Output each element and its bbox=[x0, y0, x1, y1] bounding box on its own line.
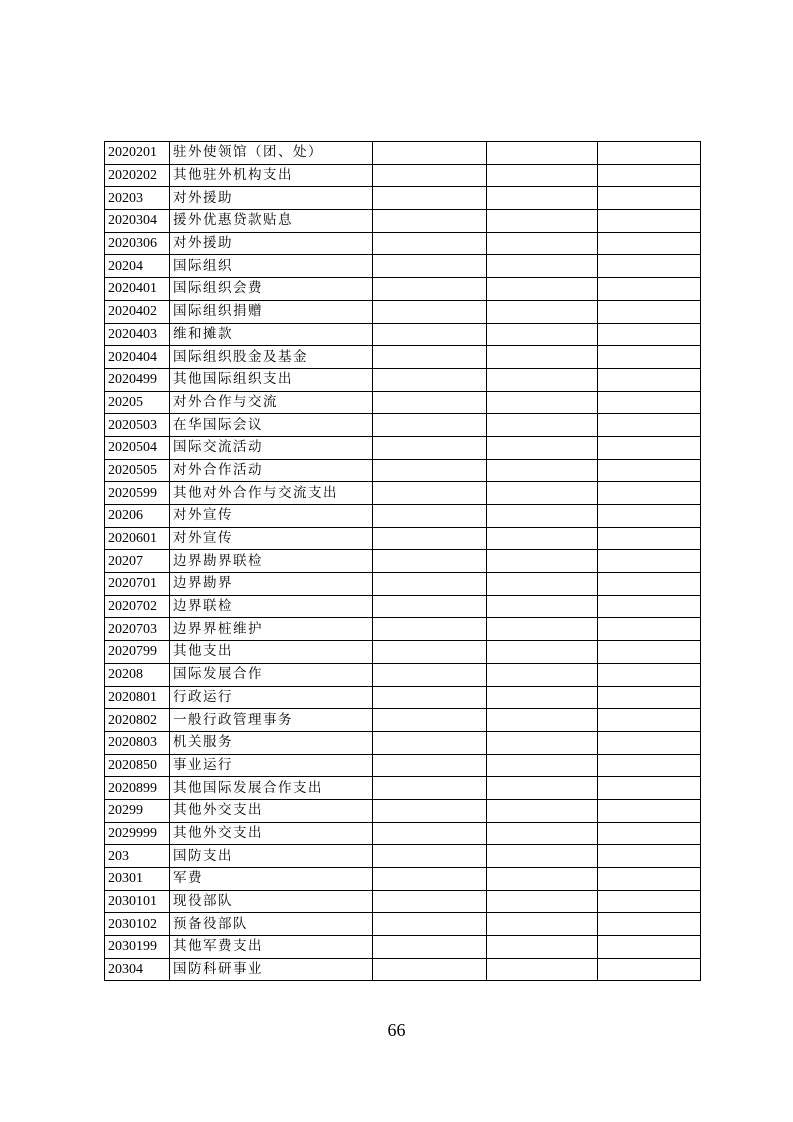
table-row bbox=[105, 799, 701, 822]
subject-code-cell: 2020601 bbox=[105, 527, 170, 550]
table-row bbox=[105, 436, 701, 459]
table-row bbox=[105, 936, 701, 959]
table-row bbox=[105, 164, 701, 187]
value-cell-3 bbox=[598, 731, 701, 754]
table-body bbox=[105, 142, 701, 981]
table-row bbox=[105, 346, 701, 369]
subject-name-cell: 其他对外合作与交流支出 bbox=[170, 482, 373, 505]
table-row bbox=[105, 300, 701, 323]
table-row bbox=[105, 550, 701, 573]
value-cell-1 bbox=[373, 142, 487, 165]
value-cell-1 bbox=[373, 777, 487, 800]
value-cell-1 bbox=[373, 890, 487, 913]
subject-name-cell: 现役部队 bbox=[170, 890, 373, 913]
subject-code-cell: 20205 bbox=[105, 391, 170, 414]
value-cell-2 bbox=[487, 686, 598, 709]
value-cell-2 bbox=[487, 754, 598, 777]
value-cell-1 bbox=[373, 845, 487, 868]
table-row bbox=[105, 868, 701, 891]
subject-name-cell: 对外宣传 bbox=[170, 505, 373, 528]
subject-code-cell: 20301 bbox=[105, 868, 170, 891]
value-cell-3 bbox=[598, 255, 701, 278]
value-cell-3 bbox=[598, 709, 701, 732]
table-row bbox=[105, 142, 701, 165]
table-row bbox=[105, 641, 701, 664]
value-cell-2 bbox=[487, 822, 598, 845]
value-cell-3 bbox=[598, 958, 701, 981]
subject-code-cell: 2020899 bbox=[105, 777, 170, 800]
subject-name-cell: 对外宣传 bbox=[170, 527, 373, 550]
subject-name-cell: 在华国际会议 bbox=[170, 414, 373, 437]
subject-code-cell: 2020702 bbox=[105, 595, 170, 618]
subject-code-cell: 20208 bbox=[105, 663, 170, 686]
subject-name-cell: 国际组织 bbox=[170, 255, 373, 278]
value-cell-2 bbox=[487, 142, 598, 165]
value-cell-3 bbox=[598, 414, 701, 437]
table-row bbox=[105, 210, 701, 233]
value-cell-3 bbox=[598, 936, 701, 959]
value-cell-3 bbox=[598, 482, 701, 505]
value-cell-2 bbox=[487, 482, 598, 505]
value-cell-3 bbox=[598, 368, 701, 391]
subject-code-cell: 20304 bbox=[105, 958, 170, 981]
value-cell-1 bbox=[373, 527, 487, 550]
value-cell-1 bbox=[373, 482, 487, 505]
value-cell-2 bbox=[487, 255, 598, 278]
subject-code-cell: 2020850 bbox=[105, 754, 170, 777]
value-cell-1 bbox=[373, 618, 487, 641]
table-row bbox=[105, 187, 701, 210]
value-cell-2 bbox=[487, 436, 598, 459]
subject-code-cell: 20206 bbox=[105, 505, 170, 528]
subject-code-cell: 2020505 bbox=[105, 459, 170, 482]
value-cell-1 bbox=[373, 754, 487, 777]
subject-name-cell: 国际交流活动 bbox=[170, 436, 373, 459]
subject-name-cell: 维和摊款 bbox=[170, 323, 373, 346]
value-cell-1 bbox=[373, 391, 487, 414]
value-cell-3 bbox=[598, 754, 701, 777]
value-cell-2 bbox=[487, 958, 598, 981]
subject-name-cell: 机关服务 bbox=[170, 731, 373, 754]
value-cell-3 bbox=[598, 459, 701, 482]
table-row bbox=[105, 527, 701, 550]
value-cell-3 bbox=[598, 595, 701, 618]
value-cell-2 bbox=[487, 300, 598, 323]
subject-name-cell: 国际组织股金及基金 bbox=[170, 346, 373, 369]
subject-name-cell: 军费 bbox=[170, 868, 373, 891]
value-cell-3 bbox=[598, 527, 701, 550]
table-row bbox=[105, 323, 701, 346]
subject-code-cell: 2020499 bbox=[105, 368, 170, 391]
value-cell-3 bbox=[598, 164, 701, 187]
table-row bbox=[105, 777, 701, 800]
value-cell-2 bbox=[487, 913, 598, 936]
value-cell-2 bbox=[487, 278, 598, 301]
value-cell-1 bbox=[373, 799, 487, 822]
subject-code-cell: 2020802 bbox=[105, 709, 170, 732]
value-cell-3 bbox=[598, 436, 701, 459]
value-cell-1 bbox=[373, 595, 487, 618]
table-row bbox=[105, 459, 701, 482]
value-cell-3 bbox=[598, 822, 701, 845]
subject-name-cell: 一般行政管理事务 bbox=[170, 709, 373, 732]
value-cell-3 bbox=[598, 913, 701, 936]
value-cell-1 bbox=[373, 731, 487, 754]
value-cell-2 bbox=[487, 368, 598, 391]
value-cell-2 bbox=[487, 164, 598, 187]
table-row bbox=[105, 845, 701, 868]
value-cell-1 bbox=[373, 187, 487, 210]
subject-code-cell: 2020504 bbox=[105, 436, 170, 459]
value-cell-3 bbox=[598, 845, 701, 868]
value-cell-2 bbox=[487, 618, 598, 641]
subject-code-cell: 20299 bbox=[105, 799, 170, 822]
value-cell-1 bbox=[373, 346, 487, 369]
subject-name-cell: 事业运行 bbox=[170, 754, 373, 777]
value-cell-1 bbox=[373, 641, 487, 664]
value-cell-2 bbox=[487, 550, 598, 573]
value-cell-1 bbox=[373, 436, 487, 459]
subject-code-cell: 2020404 bbox=[105, 346, 170, 369]
subject-code-cell: 2030199 bbox=[105, 936, 170, 959]
value-cell-2 bbox=[487, 210, 598, 233]
value-cell-1 bbox=[373, 323, 487, 346]
subject-name-cell: 其他支出 bbox=[170, 641, 373, 664]
value-cell-1 bbox=[373, 936, 487, 959]
value-cell-1 bbox=[373, 210, 487, 233]
table-row bbox=[105, 709, 701, 732]
value-cell-3 bbox=[598, 187, 701, 210]
subject-code-cell: 2020799 bbox=[105, 641, 170, 664]
subject-name-cell: 驻外使领馆（团、处） bbox=[170, 142, 373, 165]
subject-name-cell: 对外援助 bbox=[170, 187, 373, 210]
table-row bbox=[105, 958, 701, 981]
value-cell-3 bbox=[598, 550, 701, 573]
subject-code-cell: 2020703 bbox=[105, 618, 170, 641]
subject-code-cell: 2020306 bbox=[105, 232, 170, 255]
subject-name-cell: 其他外交支出 bbox=[170, 799, 373, 822]
subject-name-cell: 对外合作与交流 bbox=[170, 391, 373, 414]
subject-name-cell: 国际发展合作 bbox=[170, 663, 373, 686]
value-cell-1 bbox=[373, 255, 487, 278]
value-cell-3 bbox=[598, 618, 701, 641]
value-cell-1 bbox=[373, 368, 487, 391]
value-cell-2 bbox=[487, 663, 598, 686]
table-row bbox=[105, 913, 701, 936]
value-cell-2 bbox=[487, 232, 598, 255]
subject-name-cell: 边界界桩维护 bbox=[170, 618, 373, 641]
table-row bbox=[105, 731, 701, 754]
subject-code-cell: 2020403 bbox=[105, 323, 170, 346]
subject-code-cell: 2020201 bbox=[105, 142, 170, 165]
value-cell-3 bbox=[598, 142, 701, 165]
value-cell-2 bbox=[487, 323, 598, 346]
value-cell-2 bbox=[487, 641, 598, 664]
value-cell-3 bbox=[598, 210, 701, 233]
value-cell-1 bbox=[373, 822, 487, 845]
table-row bbox=[105, 686, 701, 709]
subject-code-cell: 2020401 bbox=[105, 278, 170, 301]
value-cell-3 bbox=[598, 346, 701, 369]
value-cell-2 bbox=[487, 527, 598, 550]
subject-name-cell: 国防科研事业 bbox=[170, 958, 373, 981]
value-cell-3 bbox=[598, 300, 701, 323]
subject-name-cell: 边界联检 bbox=[170, 595, 373, 618]
table-row bbox=[105, 663, 701, 686]
value-cell-3 bbox=[598, 799, 701, 822]
subject-code-cell: 2020202 bbox=[105, 164, 170, 187]
value-cell-3 bbox=[598, 663, 701, 686]
value-cell-3 bbox=[598, 890, 701, 913]
subject-code-cell: 2029999 bbox=[105, 822, 170, 845]
budget-subject-table bbox=[104, 141, 701, 981]
value-cell-1 bbox=[373, 459, 487, 482]
table-row bbox=[105, 482, 701, 505]
subject-code-cell: 20207 bbox=[105, 550, 170, 573]
value-cell-1 bbox=[373, 686, 487, 709]
subject-code-cell: 2020304 bbox=[105, 210, 170, 233]
subject-name-cell: 其他驻外机构支出 bbox=[170, 164, 373, 187]
subject-name-cell: 其他外交支出 bbox=[170, 822, 373, 845]
subject-code-cell: 20204 bbox=[105, 255, 170, 278]
value-cell-3 bbox=[598, 641, 701, 664]
value-cell-1 bbox=[373, 550, 487, 573]
subject-name-cell: 对外援助 bbox=[170, 232, 373, 255]
value-cell-1 bbox=[373, 278, 487, 301]
subject-name-cell: 边界勘界 bbox=[170, 573, 373, 596]
table-row bbox=[105, 278, 701, 301]
value-cell-1 bbox=[373, 663, 487, 686]
value-cell-2 bbox=[487, 890, 598, 913]
subject-code-cell: 2020402 bbox=[105, 300, 170, 323]
subject-name-cell: 国际组织捐赠 bbox=[170, 300, 373, 323]
value-cell-3 bbox=[598, 232, 701, 255]
value-cell-1 bbox=[373, 573, 487, 596]
value-cell-3 bbox=[598, 573, 701, 596]
subject-name-cell: 预备役部队 bbox=[170, 913, 373, 936]
table-row bbox=[105, 505, 701, 528]
value-cell-1 bbox=[373, 958, 487, 981]
value-cell-1 bbox=[373, 414, 487, 437]
subject-code-cell: 2020803 bbox=[105, 731, 170, 754]
table-row bbox=[105, 618, 701, 641]
table-row bbox=[105, 573, 701, 596]
value-cell-3 bbox=[598, 323, 701, 346]
value-cell-1 bbox=[373, 868, 487, 891]
subject-code-cell: 203 bbox=[105, 845, 170, 868]
value-cell-3 bbox=[598, 391, 701, 414]
value-cell-2 bbox=[487, 346, 598, 369]
subject-code-cell: 2020599 bbox=[105, 482, 170, 505]
table-row bbox=[105, 391, 701, 414]
value-cell-2 bbox=[487, 505, 598, 528]
subject-name-cell: 国际组织会费 bbox=[170, 278, 373, 301]
value-cell-3 bbox=[598, 686, 701, 709]
value-cell-2 bbox=[487, 845, 598, 868]
value-cell-1 bbox=[373, 505, 487, 528]
value-cell-1 bbox=[373, 232, 487, 255]
subject-code-cell: 2020701 bbox=[105, 573, 170, 596]
page-number: 66 bbox=[387, 1020, 406, 1040]
value-cell-1 bbox=[373, 709, 487, 732]
value-cell-3 bbox=[598, 868, 701, 891]
table-row bbox=[105, 368, 701, 391]
value-cell-2 bbox=[487, 595, 598, 618]
subject-name-cell: 行政运行 bbox=[170, 686, 373, 709]
subject-code-cell: 20203 bbox=[105, 187, 170, 210]
value-cell-2 bbox=[487, 573, 598, 596]
value-cell-2 bbox=[487, 868, 598, 891]
subject-code-cell: 2020801 bbox=[105, 686, 170, 709]
value-cell-2 bbox=[487, 391, 598, 414]
subject-code-cell: 2020503 bbox=[105, 414, 170, 437]
value-cell-1 bbox=[373, 164, 487, 187]
table-row bbox=[105, 232, 701, 255]
value-cell-3 bbox=[598, 777, 701, 800]
value-cell-2 bbox=[487, 414, 598, 437]
value-cell-3 bbox=[598, 278, 701, 301]
subject-name-cell: 边界勘界联检 bbox=[170, 550, 373, 573]
subject-name-cell: 其他军费支出 bbox=[170, 936, 373, 959]
value-cell-2 bbox=[487, 459, 598, 482]
table-row bbox=[105, 890, 701, 913]
value-cell-2 bbox=[487, 799, 598, 822]
value-cell-2 bbox=[487, 187, 598, 210]
subject-code-cell: 2030102 bbox=[105, 913, 170, 936]
value-cell-2 bbox=[487, 731, 598, 754]
subject-name-cell: 国防支出 bbox=[170, 845, 373, 868]
subject-code-cell: 2030101 bbox=[105, 890, 170, 913]
table-row bbox=[105, 255, 701, 278]
value-cell-2 bbox=[487, 709, 598, 732]
subject-name-cell: 其他国际发展合作支出 bbox=[170, 777, 373, 800]
value-cell-1 bbox=[373, 300, 487, 323]
subject-name-cell: 援外优惠贷款贴息 bbox=[170, 210, 373, 233]
table-row bbox=[105, 414, 701, 437]
value-cell-3 bbox=[598, 505, 701, 528]
table-row bbox=[105, 822, 701, 845]
subject-name-cell: 其他国际组织支出 bbox=[170, 368, 373, 391]
value-cell-1 bbox=[373, 913, 487, 936]
table-row bbox=[105, 754, 701, 777]
table-row bbox=[105, 595, 701, 618]
subject-name-cell: 对外合作活动 bbox=[170, 459, 373, 482]
value-cell-2 bbox=[487, 777, 598, 800]
value-cell-2 bbox=[487, 936, 598, 959]
